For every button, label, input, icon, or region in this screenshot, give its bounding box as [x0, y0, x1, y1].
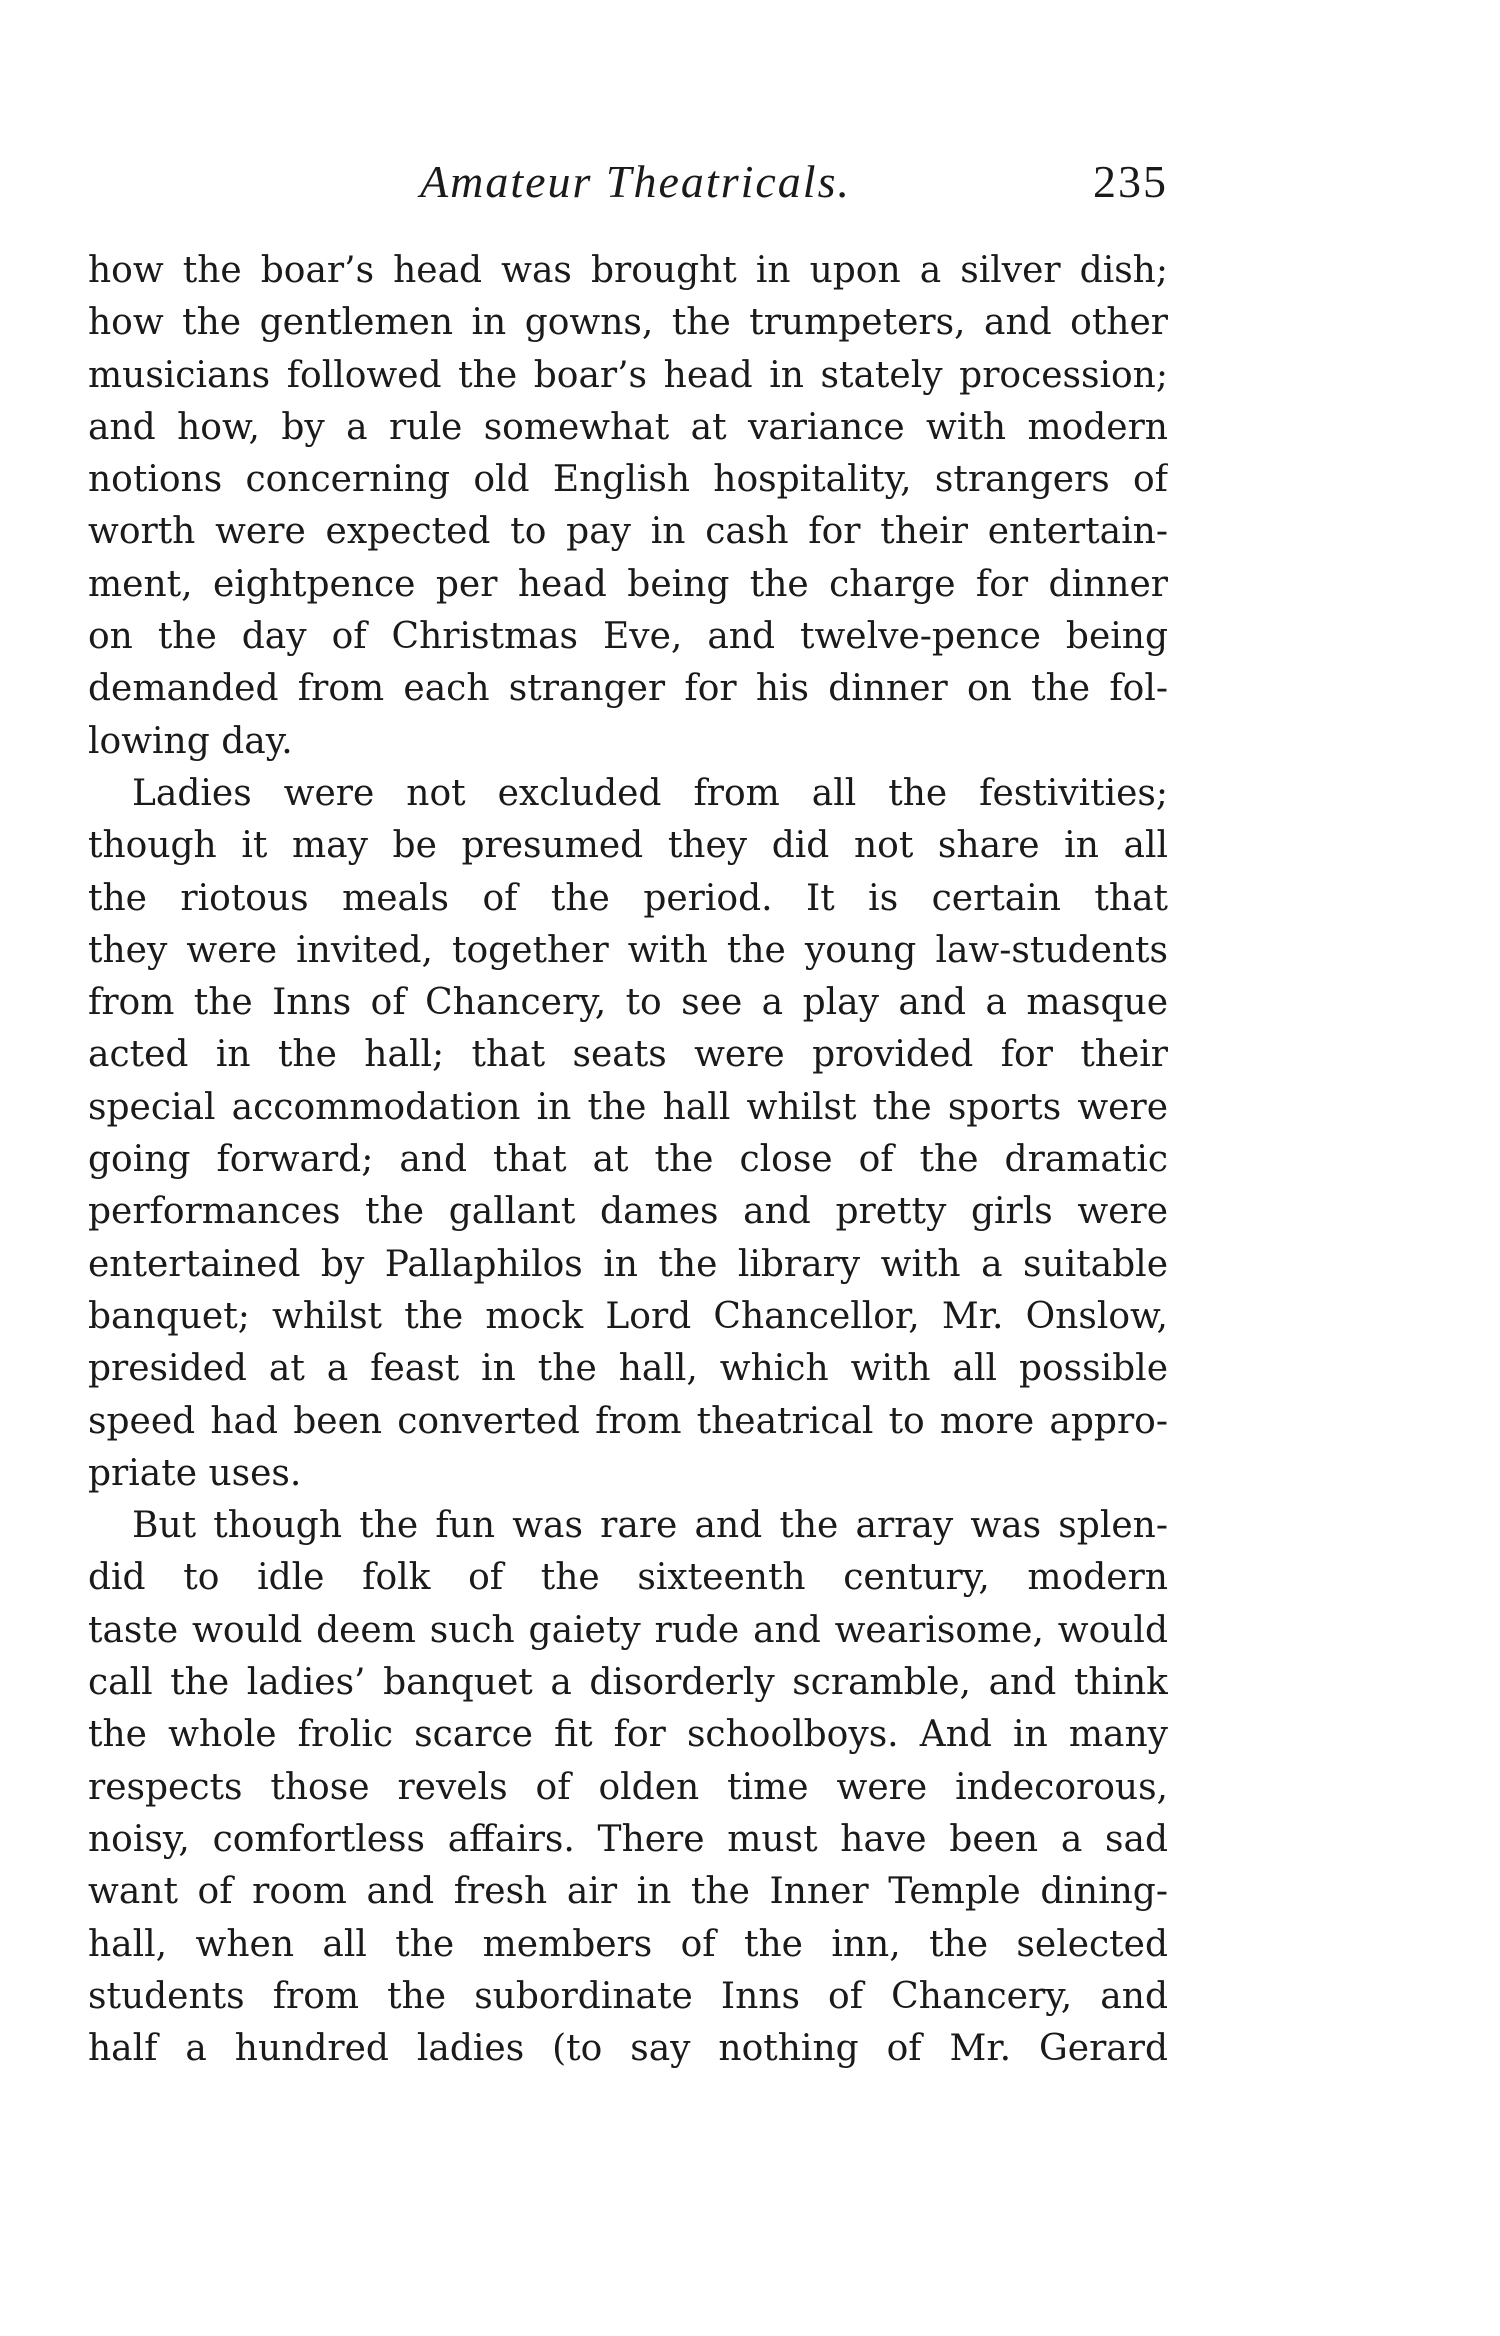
text-line: the riotous meals of the period. It is certain that: [88, 877, 1168, 919]
text-line: respects those revels of olden time were indecorous,: [88, 1766, 1168, 1808]
text-line: speed had been converted from theatrical to more appro-: [88, 1400, 1168, 1442]
text-line: lowing day.: [88, 720, 293, 762]
body-text: [88, 245, 1168, 2075]
text-line: half a hundred ladies (to say nothing of Mr. Gerard: [88, 2028, 1168, 2070]
text-line: call the ladies’ banquet a disorderly scramble, and think: [88, 1662, 1168, 1704]
text-line: notions concerning old English hospitality, strangers of: [88, 459, 1168, 501]
text-line: noisy, comfortless affairs. There must have been a sad: [88, 1818, 1168, 1860]
text-line: Ladies were not excluded from all the festivities;: [132, 772, 1168, 814]
text-line: banquet; whilst the mock Lord Chancellor, Mr. Onslow,: [88, 1295, 1168, 1337]
text-line: special accommodation in the hall whilst the sports were: [88, 1086, 1168, 1128]
text-line: hall, when all the members of the inn, the selected: [88, 1923, 1168, 1965]
text-line: from the Inns of Chancery, to see a play and a masque: [88, 982, 1168, 1024]
text-line: demanded from each stranger for his dinner on the fol-: [88, 668, 1168, 710]
text-line: priate uses.: [88, 1452, 302, 1494]
text-line: But though the fun was rare and the array was splen-: [132, 1505, 1168, 1547]
text-line: the whole frolic scarce fit for schoolboys. And in many: [88, 1714, 1168, 1756]
text-line: how the gentlemen in gowns, the trumpeters, and other: [88, 302, 1168, 344]
text-line: entertained by Pallaphilos in the library with a suitable: [88, 1243, 1168, 1285]
running-title: Amateur Theatricals.: [420, 156, 851, 207]
text-line: taste would deem such gaiety rude and wearisome, would: [88, 1609, 1168, 1651]
text-line: want of room and fresh air in the Inner Temple dining-: [88, 1871, 1168, 1913]
text-line: acted in the hall; that seats were provided for their: [88, 1034, 1168, 1076]
text-line: musicians followed the boar’s head in stately procession;: [88, 354, 1168, 396]
text-line: performances the gallant dames and pretty girls were: [88, 1191, 1168, 1233]
text-line: on the day of Christmas Eve, and twelve-pence being: [88, 616, 1168, 658]
text-line: ment, eightpence per head being the charge for dinner: [88, 563, 1168, 605]
text-line: how the boar’s head was brought in upon a silver dish;: [88, 250, 1168, 291]
text-line: though it may be presumed they did not share in all: [88, 825, 1168, 867]
text-line: and how, by a rule somewhat at variance with modern: [88, 406, 1168, 448]
text-line: presided at a feast in the hall, which with all possible: [88, 1348, 1168, 1390]
text-line: they were invited, together with the young law-students: [88, 929, 1168, 971]
text-line: worth were expected to pay in cash for their entertain-: [88, 511, 1168, 553]
running-head: [88, 155, 1168, 215]
page-number: 235: [1093, 156, 1168, 207]
text-line: students from the subordinate Inns of Chancery, and: [88, 1975, 1168, 2017]
text-line: going forward; and that at the close of the dramatic: [88, 1139, 1168, 1181]
text-line: did to idle folk of the sixteenth century, modern: [88, 1557, 1168, 1599]
